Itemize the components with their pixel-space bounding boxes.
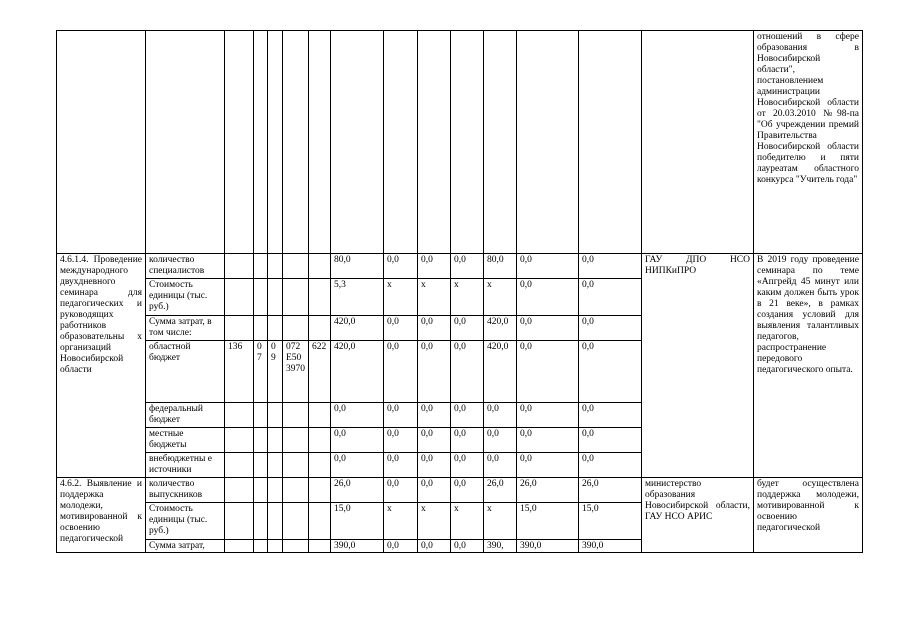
value-cell: 0,0 bbox=[517, 341, 579, 403]
value-cell: 0,0 bbox=[484, 453, 517, 478]
value-cell: 0,0 bbox=[451, 428, 484, 453]
value-cell: 0,0 bbox=[384, 341, 418, 403]
value-cell: 0,0 bbox=[384, 478, 418, 503]
value-cell: 0,0 bbox=[331, 403, 384, 428]
value-cell: 0,0 bbox=[451, 478, 484, 503]
value-cell: 0,0 bbox=[384, 254, 418, 279]
value-cell: 0,0 bbox=[418, 254, 451, 279]
value-cell: 0,0 bbox=[579, 254, 642, 279]
value-cell: 390,0 bbox=[517, 540, 579, 553]
value-cell: 0,0 bbox=[451, 341, 484, 403]
value-cell: х bbox=[451, 503, 484, 540]
value-cell: 0,0 bbox=[418, 316, 451, 341]
result-cell: В 2019 году проведение семинара по теме «Апгрейд 45 минут или каким должен быть урок в 21 веке», в рамках создания условий для выявления талантливых педагогов, распространение передового педагогического опыта. bbox=[754, 254, 863, 478]
value-cell: 0,0 bbox=[418, 428, 451, 453]
value-cell: 0,0 bbox=[579, 428, 642, 453]
value-cell: 0,0 bbox=[418, 453, 451, 478]
value-cell: х bbox=[384, 279, 418, 316]
value-cell: 0,0 bbox=[579, 453, 642, 478]
row-label: внебюджетны е источники bbox=[146, 453, 225, 478]
value-cell: 390,0 bbox=[579, 540, 642, 553]
value-cell: х bbox=[484, 503, 517, 540]
value-cell: 0,0 bbox=[331, 428, 384, 453]
value-cell: 420,0 bbox=[331, 341, 384, 403]
executor-cell: министерство образования Новосибирской области, ГАУ НСО АРИС bbox=[642, 478, 754, 553]
value-cell: 0,0 bbox=[517, 254, 579, 279]
value-cell: 390,0 bbox=[331, 540, 384, 553]
value-cell: 420,0 bbox=[484, 316, 517, 341]
value-cell: х bbox=[384, 503, 418, 540]
row-label: местные бюджеты bbox=[146, 428, 225, 453]
value-cell: 0,0 bbox=[418, 540, 451, 553]
value-cell: 15,0 bbox=[331, 503, 384, 540]
value-cell: 0,0 bbox=[517, 428, 579, 453]
value-cell: 26,0 bbox=[484, 478, 517, 503]
value-cell: 80,0 bbox=[484, 254, 517, 279]
value-cell: 0,0 bbox=[517, 453, 579, 478]
row-label: Стоимость единицы (тыс. руб.) bbox=[146, 503, 225, 540]
row-label: областной бюджет bbox=[146, 341, 225, 403]
row-label: Стоимость единицы (тыс. руб.) bbox=[146, 279, 225, 316]
table-row bbox=[57, 478, 863, 503]
value-cell: 0,0 bbox=[384, 403, 418, 428]
code-csr: 072E503970 bbox=[283, 341, 309, 403]
value-cell: 0,0 bbox=[418, 403, 451, 428]
executor-cell: ГАУ ДПО НСО НИПКиПРО bbox=[642, 254, 754, 478]
row-label: федеральный бюджет bbox=[146, 403, 225, 428]
value-cell: 0,0 bbox=[517, 403, 579, 428]
value-cell: 15,0 bbox=[579, 503, 642, 540]
result-cell: будет осуществлена поддержка молодежи, мотивированной к освоению педагогической bbox=[754, 478, 863, 553]
value-cell: х bbox=[418, 503, 451, 540]
value-cell: 0,0 bbox=[331, 453, 384, 478]
value-cell: 0,0 bbox=[517, 279, 579, 316]
value-cell: 420,0 bbox=[331, 316, 384, 341]
value-cell: 0,0 bbox=[418, 478, 451, 503]
value-cell: 0,0 bbox=[451, 316, 484, 341]
value-cell: 420,0 bbox=[484, 341, 517, 403]
value-cell: 0,0 bbox=[384, 428, 418, 453]
value-cell: 0,0 bbox=[484, 428, 517, 453]
value-cell: 0,0 bbox=[451, 254, 484, 279]
value-cell: х bbox=[451, 279, 484, 316]
program-table bbox=[56, 30, 863, 553]
value-cell: 26,0 bbox=[579, 478, 642, 503]
row-label: Сумма затрат, в том числе: bbox=[146, 316, 225, 341]
value-cell: х bbox=[418, 279, 451, 316]
value-cell: 390, bbox=[484, 540, 517, 553]
row-label: количество выпускников bbox=[146, 478, 225, 503]
value-cell: 0,0 bbox=[451, 403, 484, 428]
code-vr: 622 bbox=[309, 341, 331, 403]
result-cell: отношений в сфере образования в Новосибирской области", постановлением администрации Новосибирской области от 20.03.2010 №98-па "Об учреждении премий Правительства Новосибирской области победителю и пяти лауреатам областного конкурса "Учитель года" bbox=[754, 31, 863, 254]
value-cell: 0,0 bbox=[579, 279, 642, 316]
row-label: Сумма затрат, bbox=[146, 540, 225, 553]
value-cell: 0,0 bbox=[484, 403, 517, 428]
value-cell: 5,3 bbox=[331, 279, 384, 316]
value-cell: х bbox=[484, 279, 517, 316]
value-cell: 15,0 bbox=[517, 503, 579, 540]
value-cell: 80,0 bbox=[331, 254, 384, 279]
value-cell: 0,0 bbox=[384, 316, 418, 341]
table-row bbox=[57, 31, 863, 254]
activity-name: 4.6.1.4. Проведение международного двухдневного семинара для педагогических и руководящих работников образовательны х организаций Новосибирской области bbox=[57, 254, 146, 478]
code-pr: 09 bbox=[268, 341, 283, 403]
value-cell: 0,0 bbox=[579, 316, 642, 341]
value-cell: 0,0 bbox=[579, 341, 642, 403]
value-cell: 0,0 bbox=[418, 341, 451, 403]
value-cell: 0,0 bbox=[451, 540, 484, 553]
value-cell: 26,0 bbox=[331, 478, 384, 503]
value-cell: 26,0 bbox=[517, 478, 579, 503]
value-cell: 0,0 bbox=[384, 540, 418, 553]
value-cell: 0,0 bbox=[451, 453, 484, 478]
value-cell: 0,0 bbox=[517, 316, 579, 341]
value-cell: 0,0 bbox=[579, 403, 642, 428]
table-row bbox=[57, 254, 863, 279]
row-label: количество специалистов bbox=[146, 254, 225, 279]
value-cell: 0,0 bbox=[384, 453, 418, 478]
activity-name: 4.6.2. Выявление и поддержка молодежи, мотивированной к освоению педагогической bbox=[57, 478, 146, 553]
code-rz: 07 bbox=[254, 341, 268, 403]
code-grbs: 136 bbox=[225, 341, 254, 403]
